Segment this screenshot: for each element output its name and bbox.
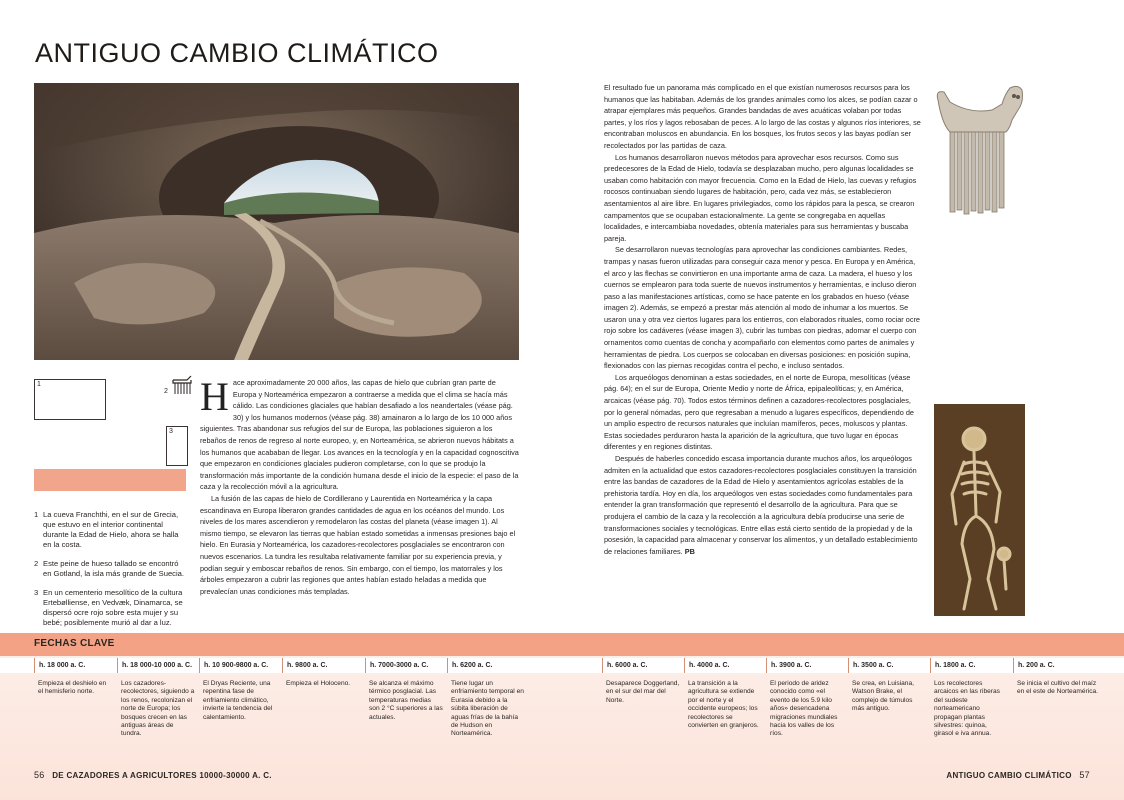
placeholder-number: 1 <box>37 381 41 388</box>
image-placeholder-1 <box>34 379 106 420</box>
caption-3: 3 En un cementerio mesolítico de la cultura Ertebølliense, en Vedvæk, Dinamarca, se dispersó ocre rojo sobre esta mujer y su bebé; posiblemente murió al dar a luz. <box>34 588 183 627</box>
body-paragraph: La fusión de las capas de hielo de Cordillerano y Laurentida en Norteamérica y la capa escandinava en Europa liberaron grandes cantidades de agua en los océanos del mundo. Los niveles de los mares ascendieron y remodelaron las costas del planeta (véase imagen 1). Al mismo tiempo, se elevaron las tierras que habían estado sometidas a inmensas presiones bajo el hielo. En Eurasia y Norteamérica, los cazadores-recolectores posglaciales se encontraron con nuevos escenarios. La tundra les resultaba relativamente familiar por su experiencia previa, y podían seguir y emboscar rebaños de renos. Sin embargo, con el tiempo, los matorrales y los árboles empezaron a cubrir las regiones que antes habían estado heladas a medida que prevalecían unas condiciones más templadas. <box>200 493 516 596</box>
accent-bar <box>34 469 186 491</box>
image-marker-2 <box>164 374 194 400</box>
page-number-right: 57 <box>1079 770 1090 780</box>
timeline-event: h. 4000 a. C. La transición a la agricultura se extiende por el norte y el occidente europeos; los recolectores se convierten en granjeros. <box>684 658 764 730</box>
cave-photo <box>34 83 519 360</box>
body-paragraph: Se desarrollaron nuevas tecnologías para aprovechar las condiciones cambiantes. Redes, trampas y nasas fueron utilizadas para conseguir caza menor y pesca. En Europa y en América, el arco y las flechas se convirtieron en una importante arma de caza. La madera, el hueso y los cuernos se emplearon para toda suerte de nuevos instrumentos y herramientas, e incluso dieron paso a las manifestaciones artísticas, como se hace patente en los grabados en hueso (véase imagen 2). Además, se empezó a prestar más atención al modo de inhumar a los muertos. Se usaron una y otra vez ciertos lugares para los entierros, con elaborados rituales, como rociar ocre rojo sobre los cadáveres (véase imagen 3), cubrir las tumbas con piedras, adornar el cuerpo con ornamentos como cuentas de concha y acompañarlo con elementos como partes de animales y herramientas de piedra. Los cuerpos se colocaban en diversas posiciones: en posición supina, flexionados con las piernas recogidas contra el pecho, e incluso sentados. <box>604 245 920 371</box>
timeline-event: h. 10 900-9800 a. C. El Dryas Reciente, una repentina fase de enfriamiento climático, invierte la tendencia del calentamiento. <box>199 658 279 722</box>
timeline-event: h. 3900 a. C. El periodo de aridez conocido como «el evento de los 5.9 kilo años» desencadena migraciones mundiales hacia los valles de los ríos. <box>766 658 846 739</box>
body-paragraph: Los arqueólogos denominan a estas sociedades, en el norte de Europa, mesolíticas (véase pág. 64); en el sur de Europa, Oriente Medio y norte de África, epipaleolíticas; y, en América, arcaicas (véase pág. 70). Todos estos términos definen a cazadores-recolectores posglaciales, por lo general nómadas, pero que regresaban a menudo a lugares específicos, dependiendo de un amplio espectro de recursos naturales que incluían mamíferos, peces, moluscos y plantas. Estas sociedades perduraron hasta la aparición de la agricultura, que tuvo lugar en épocas diferentes y en regiones distintas. <box>604 372 914 452</box>
timeline-header <box>0 633 1124 656</box>
timeline-event: h. 6000 a. C. Desaparece Doggerland, en el sur del mar del Norte. <box>602 658 682 705</box>
bone-comb-image <box>930 80 1030 220</box>
caption-text: En un cementerio mesolítico de la cultura Ertebølliense, en Vedvæk, Dinamarca, se dispersó ocre rojo sobre esta mujer y su bebé; posiblemente murió al dar a luz. <box>43 588 183 627</box>
footer-right <box>946 770 1090 780</box>
placeholder-number: 2 <box>164 388 168 395</box>
caption-1: 1 La cueva Franchthi, en el sur de Grecia, que estuvo en el interior continental durante la Edad de Hielo, ahora se halla en la costa. <box>34 510 179 549</box>
running-title-left: DE CAZADORES A AGRICULTORES 10000-30000 A. C. <box>52 771 272 780</box>
caption-list <box>34 510 186 637</box>
page-number-left: 56 <box>34 770 45 780</box>
body-column-right <box>604 82 922 557</box>
footer-left <box>34 770 272 780</box>
body-paragraph: Después de haberles concedido escasa importancia durante muchos años, los arqueólogos admiten en la actualidad que estos cazadores-recolectores posglaciales constituyen la transición entre las bandas de cazadores de la Edad de Hielo y asentamientos agrícolas estables de la prehistoria tardía. Hoy en día, los arqueólogos ven estas sociedades como fundamentales para entender la gran transformación que representó el desarrollo de la agricultura. Para que se produjera el cambio de la caza y la recolección a la agricultura debía producirse una serie de transformaciones sociales y tecnológicas. Entre ellas está cierto sentido de la propiedad y de la posesión, la capacidad para almacenar y conservar los alimentos, y un detallado establecimiento de relaciones familiares. PB <box>604 454 918 556</box>
caption-2: 2 Este peine de hueso tallado se encontró en Gotland, la isla más grande de Suecia. <box>34 559 184 578</box>
placeholder-number: 3 <box>169 428 173 435</box>
author-initials: PB <box>684 546 695 556</box>
timeline-event: h. 9800 a. C. Empieza el Holoceno. <box>282 658 362 688</box>
running-title-right: ANTIGUO CAMBIO CLIMÁTICO <box>946 771 1072 780</box>
timeline-event: h. 6200 a. C. Tiene lugar un enfriamiento temporal en Eurasia debido a la súbita liberación de aguas frías de la bahía de Hudson en Norteamérica. <box>447 658 527 739</box>
page-title: ANTIGUO CAMBIO CLIMÁTICO <box>35 38 439 68</box>
timeline-event: h. 18 000-10 000 a. C. Los cazadores-recolectores, siguiendo a los renos, recolonizan el norte de Europa; los bosques crecen en las antiguas áreas de tundra. <box>117 658 197 739</box>
image-placeholder-3 <box>166 426 188 466</box>
timeline-event: h. 18 000 a. C. Empieza el deshielo en el hemisferio norte. <box>34 658 114 697</box>
body-paragraph: El resultado fue un panorama más complicado en el que existían numerosos recursos para los humanos que las habitaban. Además de los grandes animales como los alces, se podían cazar o atrapar ejemplares más pequeños. Grandes bandadas de aves acuáticas volaban por todas partes, y los ríos y lagos rebosaban de peces. A lo largo de las costas y algunos ríos interiores, se encontraban moluscos en abundancia. En los bosques, los frutos secos y las bayas podían ser recolectados por las partidas de caza. <box>604 83 921 150</box>
body-paragraph: Los humanos desarrollaron nuevos métodos para aprovechar esos recursos. Como sus predecesores de la Edad de Hielo, todavía se desplazaban mucho, pero algunas localidades se usaban como habitación con mayor frecuencia. Como en la Edad de Hielo, las cuevas y refugios rocosos continuaban siendo lugares de habitación, pero, cada vez más, se establecieron asentamientos al aire libre. En lugares privilegiados, como los rápidos para la pesca, se crearon campamentos que se ocupaban estacionalmente. La gente se congregaba en aquellas localidades, e intercambiaba novedades, obtenía materiales para sus herramientas y buscaba pareja. <box>604 152 917 243</box>
timeline-event: h. 200 a. C. Se inicia el cultivo del maíz en el este de Norteamérica. <box>1013 658 1103 697</box>
burial-skeleton-image <box>934 404 1025 616</box>
timeline-event: h. 3500 a. C. Se crea, en Luisiana, Watson Brake, el complejo de túmulos más antiguo. <box>848 658 928 714</box>
timeline-title: FECHAS CLAVE <box>34 638 115 649</box>
timeline-event: h. 7000-3000 a. C. Se alcanza el máximo térmico posglacial. Las temperaturas medias son 2 °C superiores a las actuales. <box>365 658 445 722</box>
comb-icon <box>171 374 193 398</box>
timeline-event: h. 1800 a. C. Los recolectores arcaicos en las riberas del sudeste norteamericano propagan plantas silvestres: quinoa, girasol e iva annua. <box>930 658 1010 739</box>
drop-cap: H <box>200 374 229 419</box>
body-column-left <box>200 374 520 597</box>
body-paragraph: Hace aproximadamente 20 000 años, las capas de hielo que cubrían gran parte de Europa y Norteamérica empezaron a contraerse a medida que el clima se hacía más cálido. Las condiciones glaciales que habían desafiado a los neandertales (véase pág. 30) y los humanos modernos (véase pág. 38) amainaron a lo largo de los 10 000 años siguientes. Tras abandonar sus refugios del sur de Europa, las poblaciones siguieron a los rebaños de renos de regreso al norte europeo, y, en Norteamérica, se abrieron nuevos hábitats a los humanos que acababan de llegar. Los avances en la tecnología y en la capacidad cognoscitiva que empezaron en condiciones glaciales pudieron completarse, con lo que se produjo la transformación más importante de la condición humana desde el inicio de la especie: el paso de la caza y la recolección móvil a la agricultura. <box>200 374 519 492</box>
caption-text: La cueva Franchthi, en el sur de Grecia, que estuvo en el interior continental durante la Edad de Hielo, ahora se halla en la costa. <box>43 510 179 549</box>
caption-text: Este peine de hueso tallado se encontró en Gotland, la isla más grande de Suecia. <box>43 559 184 578</box>
